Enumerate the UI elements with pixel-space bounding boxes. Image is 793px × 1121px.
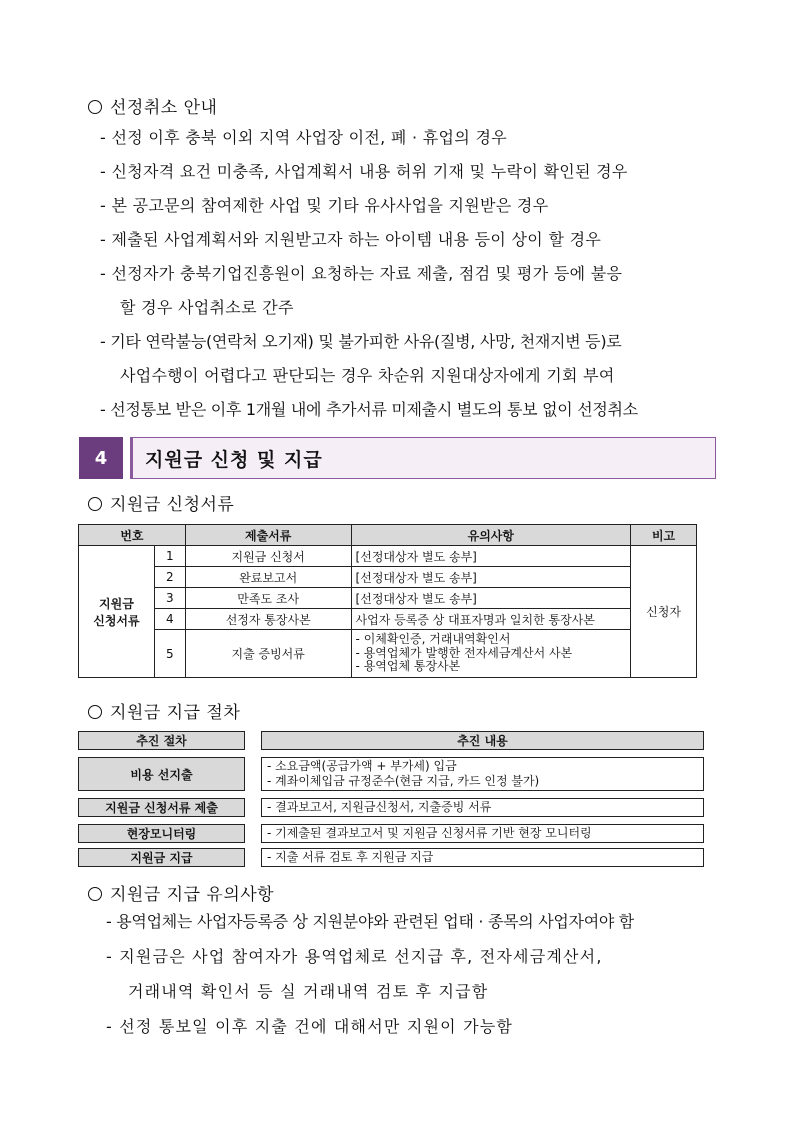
cancel-item: - 선정자가 충북기업진흥원이 요청하는 자료 제출, 점검 및 평가 등에 불응 xyxy=(100,264,623,283)
procedure-step: 지원금 지급 xyxy=(78,848,245,867)
table-header-row xyxy=(79,525,697,546)
row-note: [선정대상자 별도 송부] xyxy=(351,546,631,567)
row-number: 2 xyxy=(154,567,185,588)
notice-item-continued: 거래내역 확인서 등 실 거래내역 검토 후 지급함 xyxy=(128,982,489,1001)
row-document: 지출 증빙서류 xyxy=(185,630,351,678)
circle-bullet-icon xyxy=(88,100,102,114)
header-number: 번호 xyxy=(79,525,186,546)
row-number: 4 xyxy=(154,609,185,630)
procedure-step: 현장모니터링 xyxy=(78,824,245,843)
procedure-header-left: 추진 절차 xyxy=(78,731,245,750)
cancel-item: - 기타 연락불능(연락처 오기재) 및 불가피한 사유(질병, 사망, 천재지변 등)로 xyxy=(100,332,622,351)
table-row xyxy=(79,630,697,678)
circle-bullet-icon xyxy=(88,497,102,511)
documents-table xyxy=(78,524,697,678)
notice-heading: 지원금 지급 유의사항 xyxy=(88,880,274,905)
table-row xyxy=(79,567,697,588)
row-document: 지원금 신청서 xyxy=(185,546,351,567)
cancel-heading: 선정취소 안내 xyxy=(88,93,217,118)
row-note: - 이체확인증, 거래내역확인서 - 용역업체가 발행한 전자세금계산서 사본 - 용역업체 통장사본 xyxy=(351,630,631,678)
procedure-header-right: 추진 내용 xyxy=(261,731,704,750)
section-number: 4 xyxy=(79,437,123,479)
cancel-item-continued: 사업수행이 어렵다고 판단되는 경우 차순위 지원대상자에게 기회 부여 xyxy=(120,366,615,385)
documents-heading: 지원금 신청서류 xyxy=(88,490,234,515)
cancel-item: - 제출된 사업계획서와 지원받고자 하는 아이템 내용 등이 상이 할 경우 xyxy=(100,230,602,249)
section-title: 지원금 신청 및 지급 xyxy=(130,437,716,479)
row-note: [선정대상자 별도 송부] xyxy=(351,567,631,588)
row-document: 완료보고서 xyxy=(185,567,351,588)
row-number: 5 xyxy=(154,630,185,678)
table-row xyxy=(79,588,697,609)
procedure-step: 비용 선지출 xyxy=(78,757,245,791)
table-row xyxy=(79,546,697,567)
circle-bullet-icon xyxy=(88,705,102,719)
row-number: 3 xyxy=(154,588,185,609)
row-document: 선정자 통장사본 xyxy=(185,609,351,630)
header-document: 제출서류 xyxy=(185,525,351,546)
group-label: 지원금 신청서류 xyxy=(79,546,155,678)
procedure-step: 지원금 신청서류 제출 xyxy=(78,798,245,817)
cancel-item: - 선정통보 받은 이후 1개월 내에 추가서류 미제출시 별도의 통보 없이 선정취소 xyxy=(100,400,638,419)
notice-item: - 용역업체는 사업자등록증 상 지원분야와 관련된 업태 · 종목의 사업자여야 함 xyxy=(106,912,634,931)
procedure-content: - 결과보고서, 지원금신청서, 지출증빙 서류 xyxy=(261,798,704,817)
row-remark: 신청자 xyxy=(631,546,697,678)
table-row xyxy=(79,609,697,630)
cancel-item: - 본 공고문의 참여제한 사업 및 기타 유사사업을 지원받은 경우 xyxy=(100,196,549,215)
procedure-heading: 지원금 지급 절차 xyxy=(88,698,240,723)
row-note: 사업자 등록증 상 대표자명과 일치한 통장사본 xyxy=(351,609,631,630)
cancel-item-continued: 할 경우 사업취소로 간주 xyxy=(120,298,294,317)
cancel-item: - 선정 이후 충북 이외 지역 사업장 이전, 폐 · 휴업의 경우 xyxy=(100,128,507,147)
row-document: 만족도 조사 xyxy=(185,588,351,609)
row-note: [선정대상자 별도 송부] xyxy=(351,588,631,609)
notice-item: - 지원금은 사업 참여자가 용역업체로 선지급 후, 전자세금계산서, xyxy=(106,947,603,966)
notice-item: - 선정 통보일 이후 지출 건에 대해서만 지원이 가능함 xyxy=(106,1017,514,1036)
circle-bullet-icon xyxy=(88,887,102,901)
procedure-content: - 지출 서류 검토 후 지원금 지급 xyxy=(261,848,704,867)
row-number: 1 xyxy=(154,546,185,567)
header-note: 유의사항 xyxy=(351,525,631,546)
header-remark: 비고 xyxy=(631,525,697,546)
cancel-item: - 신청자격 요건 미충족, 사업계획서 내용 허위 기재 및 누락이 확인된 경우 xyxy=(100,162,628,181)
procedure-content: - 기제출된 결과보고서 및 지원금 신청서류 기반 현장 모니터링 xyxy=(261,824,704,843)
procedure-content: - 소요금액(공급가액 + 부가세) 입금 - 계좌이체입금 규정준수(현금 지급, 카드 인정 불가) xyxy=(261,757,704,791)
